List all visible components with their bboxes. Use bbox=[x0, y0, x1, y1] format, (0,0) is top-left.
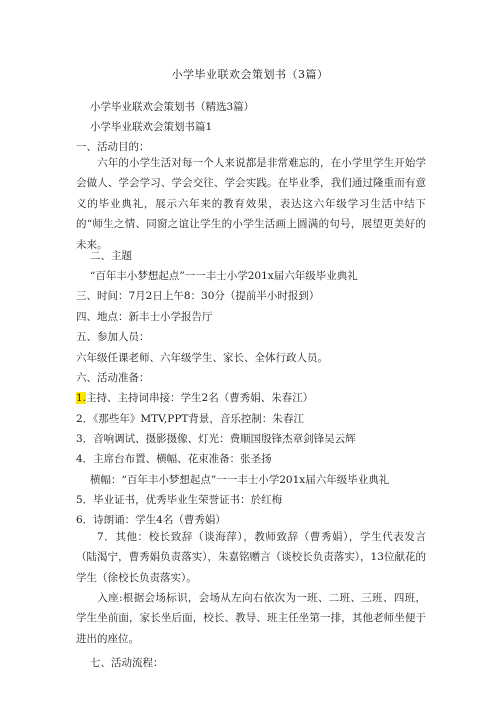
section-participants-heading: 五、参加人员： bbox=[76, 331, 150, 343]
document-title: 小学毕业联欢会策划书（3篇） bbox=[171, 68, 329, 81]
section-theme-heading: 二、主题 bbox=[90, 250, 132, 262]
section-participants-body: 六年级任课老师、六年级学生、家长、全体行政人员。 bbox=[76, 352, 328, 364]
document-subtitle: 小学毕业联欢会策划书（精选3篇） bbox=[90, 101, 255, 113]
prep-item-3: 3．音响调试、摄影摄像、灯光：费顺国殷锋杰章剑锋吴云辉 bbox=[76, 433, 356, 445]
section-theme-text: “百年丰小梦想起点”一一丰士小学201x届六年级毕业典礼 bbox=[90, 270, 358, 282]
section-purpose-body: 六年的小学生活对每一个人来说都是非常难忘的，在小学里学生开始学会做人、学会学习、学会交往、学会实践。在毕业季，我们通过隆重而有意义的毕业典礼，展示六年来的教育效果，表达这六年级学习生活中结下的“师生之情、同窗之谊让学生的小学生活画上圆满的句号，展望更美好的未来。 bbox=[76, 157, 426, 251]
section-place: 四、地点：新丰士小学报告厅 bbox=[76, 311, 213, 323]
section-purpose-heading: 一、活动目的： bbox=[76, 141, 150, 153]
chapter-heading: 小学毕业联欢会策划书篇1 bbox=[90, 121, 213, 133]
prep-item-6: 6．诗朗诵：学生4名（曹秀娟） bbox=[76, 514, 226, 526]
section-preparation-heading: 六、活动准备： bbox=[76, 372, 150, 384]
highlighted-number: 1. bbox=[76, 392, 87, 404]
section-time: 三、时间：7月2日上午8：30分（提前半小时报到） bbox=[76, 290, 320, 302]
banner-text: 横幅：“百年丰小梦想起点”一一丰士小学201x届六年级毕业典礼 bbox=[90, 474, 390, 486]
prep-item-4: 4．主席台布置、横幅、花束准备：张圣扬 bbox=[76, 453, 272, 465]
prep-item-5: 5．毕业证书，优秀毕业生荣誉证书：於红梅 bbox=[76, 494, 283, 506]
section-process-heading: 七、活动流程： bbox=[90, 657, 164, 669]
prep-item-1: 1.主持、主持词串接：学生2名（曹秀娟、朱春江） bbox=[76, 392, 314, 404]
seating-paragraph: 入座:根据会场标识，会场从左向右依次为一班、二班、三班、四班，学生坐前面，家长坐后面，校长、教导、班主任坐第一排，其他老师坐便于进出的座位。 bbox=[76, 592, 426, 645]
prep-item-7: 7．其他：校长致辞（谈海萍），教师致辞（曹秀娟），学生代表发言（陆渴宁，曹秀娟负责落实），朱嘉铭赠言（谈校长负责落实），13位献花的学生（徐校长负责落实）。 bbox=[76, 531, 426, 584]
prep-item-2: 2．《那些年》MTV,PPT背景，音乐控制：朱春江 bbox=[76, 413, 304, 425]
